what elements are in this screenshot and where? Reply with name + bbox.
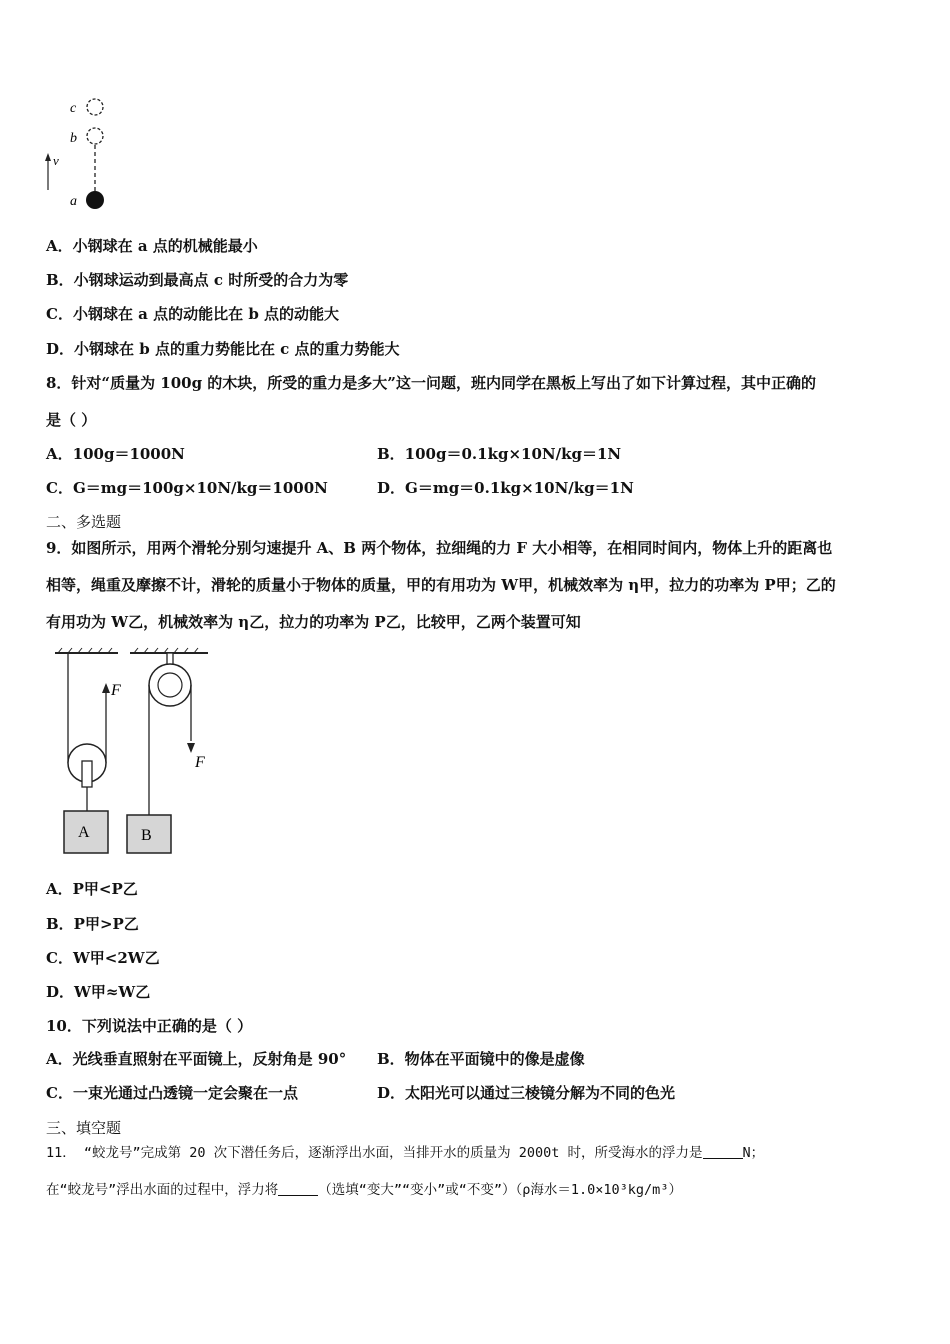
q9-option-c[interactable]: C．W甲<2W乙 (46, 949, 160, 967)
q10-option-b[interactable]: B．物体在平面镜中的像是虚像 (377, 1050, 585, 1068)
q11-answer-blank-1[interactable] (703, 1144, 743, 1159)
q10-option-d[interactable]: D．太阳光可以通过三棱镜分解为不同的色光 (377, 1084, 676, 1102)
q10-stem: 10．下列说法中正确的是（ ） (46, 1017, 253, 1035)
force-arrowhead-down (187, 743, 195, 753)
q10-option-c[interactable]: C．一束光通过凸透镜一定会聚在一点 (46, 1084, 298, 1102)
q8-option-a[interactable]: A．100g＝1000N (46, 445, 185, 463)
q8-option-c[interactable]: C．G＝mg＝100g×10N/kg＝1000N (46, 479, 328, 497)
ball-position-a (86, 191, 104, 209)
ball-position-b (87, 128, 103, 144)
q9-pulley-figure (50, 645, 215, 860)
movable-pulley-axle-frame (82, 761, 92, 787)
q11-stem-line2 (46, 1180, 682, 1200)
q9-stem-line1: 9．如图所示，用两个滑轮分别匀速提升 A、B 两个物体，拉细绳的力 F 大小相等，在相同时间内，物体上升的距离也 (46, 539, 833, 557)
q9-stem-line3: 有用功为 W乙，机械效率为 η乙，拉力的功率为 P乙，比较甲，乙两个装置可知 (46, 613, 581, 631)
q7-figure (40, 95, 120, 215)
q7-option-a[interactable]: A．小钢球在 a 点的机械能最小 (46, 237, 258, 255)
q10-option-a[interactable]: A．光线垂直照射在平面镜上，反射角是 90° (46, 1050, 347, 1068)
q11-answer-blank-2[interactable] (278, 1181, 318, 1196)
q8-option-d[interactable]: D．G＝mg＝0.1kg×10N/kg＝1N (377, 479, 634, 497)
label-block-a: A (78, 824, 90, 841)
q9-option-d[interactable]: D．W甲≈W乙 (46, 983, 151, 1001)
q8-stem-line1: 8．针对“质量为 100g 的木块，所受的重力是多大”这一问题，班内同学在黑板上写出了如下计算过程，其中正确的 (46, 374, 816, 392)
label-f-right: F (195, 754, 205, 771)
q11-stem-line1-unit: N； (742, 1145, 765, 1161)
label-b: b (70, 131, 77, 146)
q7-option-d[interactable]: D．小钢球在 b 点的重力势能比在 c 点的重力势能大 (46, 340, 400, 358)
label-a: a (70, 194, 77, 209)
q11-stem-line2-text: 在“蛟龙号”浮出水面的过程中，浮力将 (46, 1182, 279, 1198)
q7-option-b[interactable]: B．小钢球运动到最高点 c 时所受的合力为零 (46, 271, 349, 289)
label-block-b: B (141, 827, 152, 844)
force-arrowhead-up (102, 683, 110, 693)
label-f-left: F (111, 682, 121, 699)
q9-option-b[interactable]: B．P甲>P乙 (46, 915, 139, 933)
q11-stem-line2-tail: （选填“变大”“变小”或“不变”）（ρ海水＝1.0×10³kg/m³） (318, 1182, 682, 1198)
label-v: v (53, 153, 59, 168)
section-heading-fill-in: 三、填空题 (46, 1119, 122, 1137)
q11-stem-line1-text: 11． “蛟龙号”完成第 20 次下潜任务后，逐渐浮出水面，当排开水的质量为 2000t 时，所受海水的浮力是 (46, 1145, 703, 1161)
q9-stem-line2: 相等，绳重及摩擦不计，滑轮的质量小于物体的质量，甲的有用功为 W甲，机械效率为 η甲，拉力的功率为 P甲；乙的 (46, 576, 836, 594)
q8-stem-line2: 是（ ） (46, 411, 97, 429)
q8-option-b[interactable]: B．100g＝0.1kg×10N/kg＝1N (377, 445, 622, 463)
ball-position-c (87, 99, 103, 115)
q11-stem-line1 (46, 1143, 764, 1163)
fixed-pulley-hub (158, 673, 182, 697)
q7-option-c[interactable]: C．小钢球在 a 点的动能比在 b 点的动能大 (46, 305, 340, 323)
section-heading-multiple-choice: 二、多选题 (46, 513, 122, 531)
velocity-arrowhead (45, 153, 51, 161)
label-c: c (70, 101, 77, 116)
q9-option-a[interactable]: A．P甲<P乙 (46, 880, 138, 898)
